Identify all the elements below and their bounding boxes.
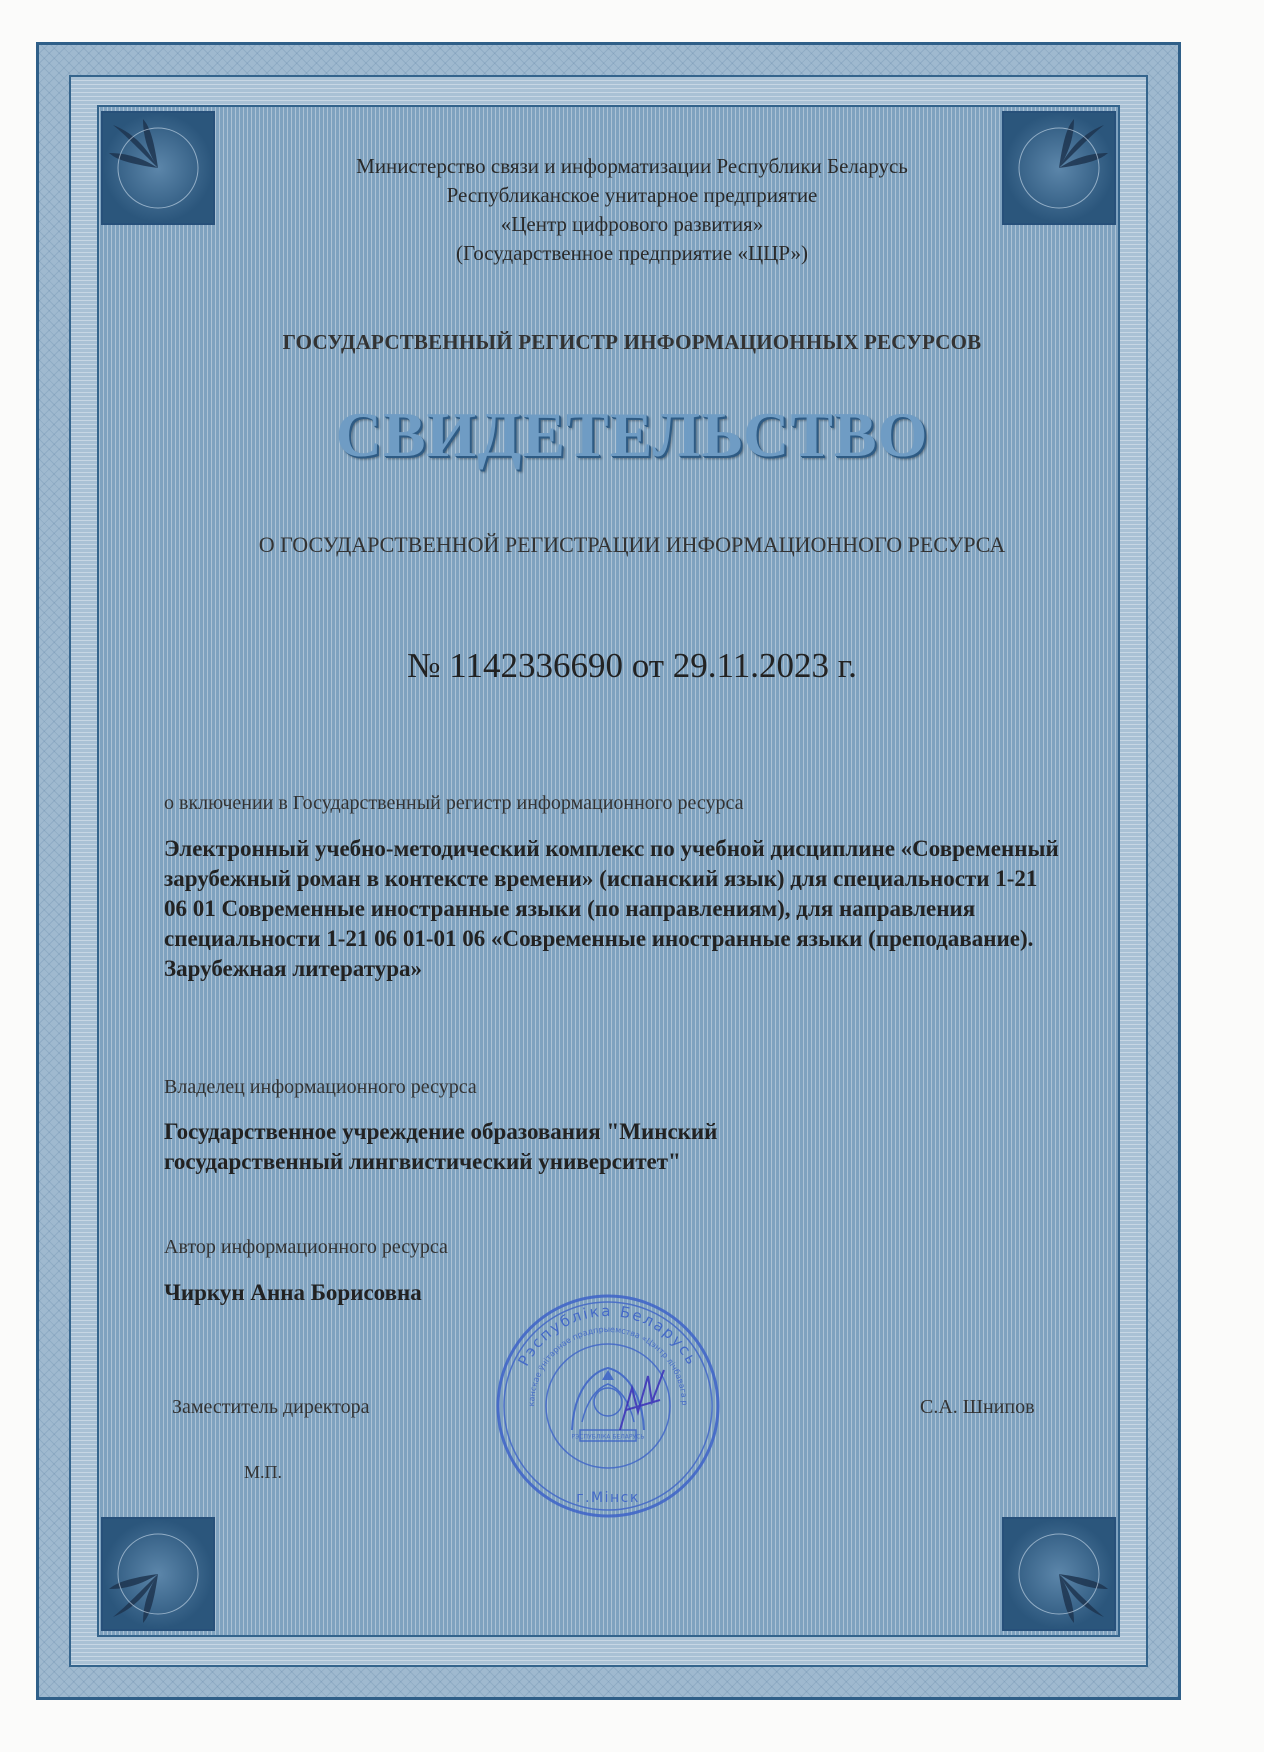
certificate-title: СВИДЕТЕЛЬСТВО (335, 399, 929, 470)
seal-place-mark: М.П. (244, 1462, 283, 1482)
official-stamp (492, 1290, 724, 1522)
author-label: Автор информационного ресурса (164, 1236, 448, 1258)
svg-text:Рэспубліканскае ўнітарнае прад: канскае ўнітарнае прадпрыемства «Цэнтр лічбавага р (526, 1324, 690, 1407)
header-enterprise-name: «Центр цифрового развития» (500, 212, 764, 236)
owner-name: Государственное учреждение образования "Минский государственный лингвистический университет" (164, 1119, 718, 1174)
header-enterprise-short: (Государственное предприятие «ЦЦР») (455, 241, 809, 265)
certificate-subtitle: О ГОСУДАРСТВЕННОЙ РЕГИСТРАЦИИ ИНФОРМАЦИОННОГО РЕСУРСА (258, 532, 1006, 557)
svg-text:Рэспубліка Беларусь: Рэспубліка Беларусь (514, 1301, 702, 1370)
author-name: Чиркун Анна Борисовна (164, 1280, 422, 1305)
header-ministry: Министерство связи и информатизации Республики Беларусь (356, 154, 908, 178)
resource-name: Электронный учебно-методический комплекс по учебной дисциплине «Современный зарубежный роман в контексте времени» (испанский язык) для специальности 1-21 06 01 Современные иностранные языки (по направлениям), для направления специальности 1-21 06 01-01 06 «Современные иностранные языки (преподавание). Зарубежная литература» (164, 836, 1059, 981)
signatory-name: С.А. Шнипов (920, 1396, 1035, 1418)
inclusion-label: о включении в Государственный регистр информационного ресурса (164, 792, 744, 814)
svg-text:г.Мінск: г.Мінск (576, 1490, 640, 1506)
header-enterprise-type: Республиканское унитарное предприятие (446, 183, 818, 207)
signatory-position: Заместитель директора (172, 1396, 370, 1418)
certificate-number: № 1142336690 от 29.11.2023 г. (407, 646, 857, 685)
registry-title: ГОСУДАРСТВЕННЫЙ РЕГИСТР ИНФОРМАЦИОННЫХ РЕСУРСОВ (282, 330, 982, 354)
svg-text:РЭСПУБЛІКА БЕЛАРУСЬ: РЭСПУБЛІКА БЕЛАРУСЬ (571, 1433, 645, 1441)
owner-label: Владелец информационного ресурса (164, 1076, 477, 1098)
state-emblem-icon (572, 1368, 645, 1441)
